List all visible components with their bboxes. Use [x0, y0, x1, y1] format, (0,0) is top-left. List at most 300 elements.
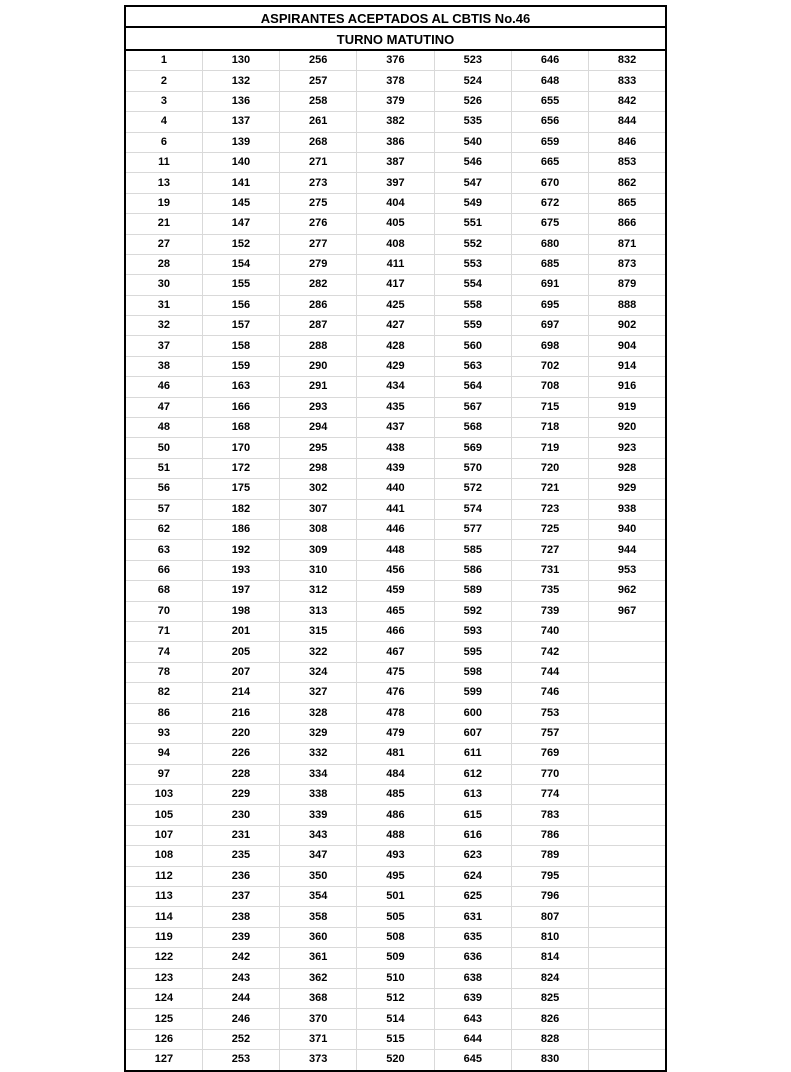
- table-cell: 279: [280, 254, 357, 274]
- table-cell: 479: [357, 723, 434, 743]
- table-cell: 295: [280, 438, 357, 458]
- table-cell: 47: [125, 397, 202, 417]
- table-cell: 112: [125, 866, 202, 886]
- table-cell: 616: [434, 825, 511, 845]
- table-row: [125, 988, 666, 1008]
- table-cell: 147: [202, 214, 279, 234]
- table-row: [125, 907, 666, 927]
- table-cell: 275: [280, 193, 357, 213]
- table-cell: 510: [357, 968, 434, 988]
- accepted-list-sheet: [124, 5, 667, 1072]
- table-cell: 441: [357, 499, 434, 519]
- table-cell: 175: [202, 479, 279, 499]
- table-cell: 639: [434, 988, 511, 1008]
- table-cell: 246: [202, 1009, 279, 1029]
- table-row: [125, 846, 666, 866]
- table-cell: 230: [202, 805, 279, 825]
- table-body: [125, 51, 666, 1071]
- table-cell: 731: [511, 560, 588, 580]
- table-cell: 313: [280, 601, 357, 621]
- table-cell: 63: [125, 540, 202, 560]
- table-cell: 62: [125, 519, 202, 539]
- table-cell: 378: [357, 71, 434, 91]
- table-cell: [589, 948, 666, 968]
- table-cell: 387: [357, 152, 434, 172]
- table-cell: 592: [434, 601, 511, 621]
- table-cell: 334: [280, 764, 357, 784]
- table-row: [125, 193, 666, 213]
- accepted-numbers-table: [124, 51, 667, 1072]
- table-cell: 68: [125, 581, 202, 601]
- table-cell: 371: [280, 1029, 357, 1049]
- table-cell: 257: [280, 71, 357, 91]
- table-cell: 547: [434, 173, 511, 193]
- table-cell: 611: [434, 744, 511, 764]
- table-cell: 397: [357, 173, 434, 193]
- table-cell: 549: [434, 193, 511, 213]
- table-cell: 30: [125, 275, 202, 295]
- table-cell: 428: [357, 336, 434, 356]
- table-row: [125, 458, 666, 478]
- table-cell: 746: [511, 683, 588, 703]
- table-cell: 786: [511, 825, 588, 845]
- table-cell: 105: [125, 805, 202, 825]
- table-cell: 193: [202, 560, 279, 580]
- table-cell: 940: [589, 519, 666, 539]
- table-cell: 329: [280, 723, 357, 743]
- table-cell: 238: [202, 907, 279, 927]
- table-cell: 727: [511, 540, 588, 560]
- table-cell: 866: [589, 214, 666, 234]
- table-cell: 103: [125, 785, 202, 805]
- table-cell: 645: [434, 1050, 511, 1071]
- table-cell: 853: [589, 152, 666, 172]
- table-cell: 277: [280, 234, 357, 254]
- table-cell: 810: [511, 927, 588, 947]
- table-cell: 228: [202, 764, 279, 784]
- table-cell: 636: [434, 948, 511, 968]
- table-cell: 437: [357, 418, 434, 438]
- table-row: [125, 744, 666, 764]
- table-cell: 459: [357, 581, 434, 601]
- table-row: [125, 968, 666, 988]
- table-cell: 308: [280, 519, 357, 539]
- table-row: [125, 214, 666, 234]
- table-row: [125, 805, 666, 825]
- table-cell: 589: [434, 581, 511, 601]
- table-cell: 370: [280, 1009, 357, 1029]
- table-cell: 524: [434, 71, 511, 91]
- table-cell: 558: [434, 295, 511, 315]
- table-cell: 814: [511, 948, 588, 968]
- table-cell: 719: [511, 438, 588, 458]
- table-cell: 155: [202, 275, 279, 295]
- table-cell: [589, 764, 666, 784]
- table-cell: 276: [280, 214, 357, 234]
- table-cell: 166: [202, 397, 279, 417]
- table-cell: 21: [125, 214, 202, 234]
- table-cell: 635: [434, 927, 511, 947]
- table-row: [125, 887, 666, 907]
- table-row: [125, 1009, 666, 1029]
- table-cell: 168: [202, 418, 279, 438]
- table-cell: 796: [511, 887, 588, 907]
- table-cell: 586: [434, 560, 511, 580]
- table-row: [125, 438, 666, 458]
- table-cell: 244: [202, 988, 279, 1008]
- table-cell: 159: [202, 356, 279, 376]
- table-row: [125, 71, 666, 91]
- table-cell: 612: [434, 764, 511, 784]
- table-cell: 324: [280, 662, 357, 682]
- table-cell: 842: [589, 91, 666, 111]
- table-cell: 205: [202, 642, 279, 662]
- table-cell: [589, 988, 666, 1008]
- table-cell: 405: [357, 214, 434, 234]
- table-cell: 902: [589, 316, 666, 336]
- table-cell: [589, 907, 666, 927]
- table-cell: 258: [280, 91, 357, 111]
- table-cell: 256: [280, 51, 357, 71]
- table-row: [125, 519, 666, 539]
- table-cell: 220: [202, 723, 279, 743]
- table-cell: 140: [202, 152, 279, 172]
- table-cell: 929: [589, 479, 666, 499]
- table-row: [125, 764, 666, 784]
- table-cell: 638: [434, 968, 511, 988]
- table-cell: 186: [202, 519, 279, 539]
- table-cell: 126: [125, 1029, 202, 1049]
- table-cell: 404: [357, 193, 434, 213]
- table-cell: 715: [511, 397, 588, 417]
- table-cell: [589, 825, 666, 845]
- table-cell: 807: [511, 907, 588, 927]
- table-cell: 697: [511, 316, 588, 336]
- table-cell: 57: [125, 499, 202, 519]
- table-cell: 139: [202, 132, 279, 152]
- table-cell: 631: [434, 907, 511, 927]
- table-cell: 28: [125, 254, 202, 274]
- table-cell: 439: [357, 458, 434, 478]
- table-row: [125, 683, 666, 703]
- table-cell: 585: [434, 540, 511, 560]
- table-cell: 156: [202, 295, 279, 315]
- table-cell: 261: [280, 112, 357, 132]
- table-cell: 478: [357, 703, 434, 723]
- table-cell: 568: [434, 418, 511, 438]
- table-cell: 570: [434, 458, 511, 478]
- table-cell: 564: [434, 377, 511, 397]
- table-cell: 828: [511, 1029, 588, 1049]
- table-cell: 268: [280, 132, 357, 152]
- table-cell: 685: [511, 254, 588, 274]
- table-cell: [589, 927, 666, 947]
- table-cell: 448: [357, 540, 434, 560]
- table-cell: 599: [434, 683, 511, 703]
- table-row: [125, 91, 666, 111]
- table-cell: 198: [202, 601, 279, 621]
- table-cell: 411: [357, 254, 434, 274]
- table-cell: 595: [434, 642, 511, 662]
- table-cell: 309: [280, 540, 357, 560]
- table-cell: 97: [125, 764, 202, 784]
- table-cell: 644: [434, 1029, 511, 1049]
- table-cell: 132: [202, 71, 279, 91]
- table-cell: 486: [357, 805, 434, 825]
- table-cell: [589, 968, 666, 988]
- table-cell: 425: [357, 295, 434, 315]
- table-cell: 358: [280, 907, 357, 927]
- table-cell: 435: [357, 397, 434, 417]
- table-cell: 31: [125, 295, 202, 315]
- table-row: [125, 601, 666, 621]
- table-cell: 914: [589, 356, 666, 376]
- table-cell: 920: [589, 418, 666, 438]
- table-cell: 495: [357, 866, 434, 886]
- table-cell: 718: [511, 418, 588, 438]
- table-cell: 665: [511, 152, 588, 172]
- table-cell: 291: [280, 377, 357, 397]
- table-cell: 122: [125, 948, 202, 968]
- table-cell: 526: [434, 91, 511, 111]
- table-row: [125, 642, 666, 662]
- table-cell: 74: [125, 642, 202, 662]
- table-cell: 466: [357, 621, 434, 641]
- table-cell: [589, 642, 666, 662]
- table-cell: [589, 1050, 666, 1071]
- table-cell: 702: [511, 356, 588, 376]
- table-cell: 740: [511, 621, 588, 641]
- table-cell: 201: [202, 621, 279, 641]
- table-cell: 362: [280, 968, 357, 988]
- table-row: [125, 152, 666, 172]
- table-row: [125, 927, 666, 947]
- table-cell: 643: [434, 1009, 511, 1029]
- table-cell: [589, 662, 666, 682]
- table-cell: 873: [589, 254, 666, 274]
- table-cell: 332: [280, 744, 357, 764]
- table-cell: 753: [511, 703, 588, 723]
- table-cell: 691: [511, 275, 588, 295]
- table-cell: 656: [511, 112, 588, 132]
- table-row: [125, 1029, 666, 1049]
- table-cell: 368: [280, 988, 357, 1008]
- table-cell: 339: [280, 805, 357, 825]
- table-cell: 546: [434, 152, 511, 172]
- table-cell: 554: [434, 275, 511, 295]
- table-cell: 141: [202, 173, 279, 193]
- table-cell: 739: [511, 601, 588, 621]
- table-row: [125, 723, 666, 743]
- table-cell: 294: [280, 418, 357, 438]
- table-cell: 680: [511, 234, 588, 254]
- table-row: [125, 254, 666, 274]
- table-cell: 832: [589, 51, 666, 71]
- table-cell: 288: [280, 336, 357, 356]
- table-cell: 535: [434, 112, 511, 132]
- table-cell: 962: [589, 581, 666, 601]
- table-cell: 879: [589, 275, 666, 295]
- table-cell: 865: [589, 193, 666, 213]
- table-cell: 572: [434, 479, 511, 499]
- table-cell: 229: [202, 785, 279, 805]
- table-cell: 56: [125, 479, 202, 499]
- table-cell: [589, 744, 666, 764]
- table-cell: 382: [357, 112, 434, 132]
- table-cell: 520: [357, 1050, 434, 1071]
- table-cell: 214: [202, 683, 279, 703]
- table-cell: 51: [125, 458, 202, 478]
- table-cell: 625: [434, 887, 511, 907]
- table-cell: 560: [434, 336, 511, 356]
- table-cell: 514: [357, 1009, 434, 1029]
- table-cell: 376: [357, 51, 434, 71]
- table-cell: 593: [434, 621, 511, 641]
- table-cell: 769: [511, 744, 588, 764]
- table-cell: 127: [125, 1050, 202, 1071]
- table-cell: 944: [589, 540, 666, 560]
- table-cell: 315: [280, 621, 357, 641]
- table-cell: 236: [202, 866, 279, 886]
- table-cell: 13: [125, 173, 202, 193]
- table-cell: 298: [280, 458, 357, 478]
- table-cell: 273: [280, 173, 357, 193]
- table-row: [125, 397, 666, 417]
- table-cell: 327: [280, 683, 357, 703]
- table-cell: [589, 703, 666, 723]
- table-cell: 481: [357, 744, 434, 764]
- table-cell: 252: [202, 1029, 279, 1049]
- table-cell: 360: [280, 927, 357, 947]
- table-cell: [589, 1009, 666, 1029]
- table-row: [125, 1050, 666, 1071]
- table-cell: 3: [125, 91, 202, 111]
- table-cell: 71: [125, 621, 202, 641]
- table-row: [125, 479, 666, 499]
- table-cell: 735: [511, 581, 588, 601]
- table-cell: 163: [202, 377, 279, 397]
- table-cell: 207: [202, 662, 279, 682]
- table-cell: 354: [280, 887, 357, 907]
- table-cell: 844: [589, 112, 666, 132]
- sheet-title: ASPIRANTES ACEPTADOS AL CBTIS No.46: [124, 5, 667, 28]
- table-cell: 32: [125, 316, 202, 336]
- table-cell: 574: [434, 499, 511, 519]
- table-cell: 46: [125, 377, 202, 397]
- table-row: [125, 825, 666, 845]
- table-cell: 742: [511, 642, 588, 662]
- table-cell: 720: [511, 458, 588, 478]
- table-cell: 559: [434, 316, 511, 336]
- table-cell: [589, 683, 666, 703]
- table-row: [125, 866, 666, 886]
- table-cell: 493: [357, 846, 434, 866]
- table-cell: 6: [125, 132, 202, 152]
- table-cell: 833: [589, 71, 666, 91]
- table-cell: 152: [202, 234, 279, 254]
- table-cell: [589, 846, 666, 866]
- table-cell: 862: [589, 173, 666, 193]
- table-row: [125, 51, 666, 71]
- table-cell: 124: [125, 988, 202, 1008]
- table-cell: 82: [125, 683, 202, 703]
- table-row: [125, 356, 666, 376]
- table-row: [125, 948, 666, 968]
- table-cell: 231: [202, 825, 279, 845]
- table-cell: 505: [357, 907, 434, 927]
- table-cell: 467: [357, 642, 434, 662]
- table-cell: 774: [511, 785, 588, 805]
- table-cell: 757: [511, 723, 588, 743]
- table-row: [125, 499, 666, 519]
- table-cell: 310: [280, 560, 357, 580]
- table-cell: 154: [202, 254, 279, 274]
- table-cell: 646: [511, 51, 588, 71]
- table-cell: 286: [280, 295, 357, 315]
- table-cell: [589, 1029, 666, 1049]
- table-cell: 4: [125, 112, 202, 132]
- table-row: [125, 621, 666, 641]
- table-cell: 136: [202, 91, 279, 111]
- table-cell: 825: [511, 988, 588, 1008]
- table-cell: 137: [202, 112, 279, 132]
- table-cell: 408: [357, 234, 434, 254]
- table-cell: 569: [434, 438, 511, 458]
- table-cell: 846: [589, 132, 666, 152]
- table-cell: [589, 621, 666, 641]
- table-cell: 655: [511, 91, 588, 111]
- table-cell: 967: [589, 601, 666, 621]
- table-cell: 615: [434, 805, 511, 825]
- table-cell: 484: [357, 764, 434, 784]
- table-row: [125, 785, 666, 805]
- table-cell: 282: [280, 275, 357, 295]
- table-cell: 170: [202, 438, 279, 458]
- table-cell: 386: [357, 132, 434, 152]
- table-cell: 577: [434, 519, 511, 539]
- table-cell: 94: [125, 744, 202, 764]
- table-row: [125, 560, 666, 580]
- table-row: [125, 295, 666, 315]
- table-cell: 598: [434, 662, 511, 682]
- table-cell: 216: [202, 703, 279, 723]
- table-cell: [589, 723, 666, 743]
- table-cell: 19: [125, 193, 202, 213]
- table-cell: 695: [511, 295, 588, 315]
- table-cell: 114: [125, 907, 202, 927]
- table-cell: 182: [202, 499, 279, 519]
- table-cell: 440: [357, 479, 434, 499]
- table-cell: 512: [357, 988, 434, 1008]
- table-cell: 523: [434, 51, 511, 71]
- table-cell: 515: [357, 1029, 434, 1049]
- table-cell: 509: [357, 948, 434, 968]
- table-cell: 93: [125, 723, 202, 743]
- table-row: [125, 316, 666, 336]
- table-cell: [589, 805, 666, 825]
- table-cell: 723: [511, 499, 588, 519]
- table-row: [125, 662, 666, 682]
- table-cell: 78: [125, 662, 202, 682]
- table-cell: 50: [125, 438, 202, 458]
- table-cell: 242: [202, 948, 279, 968]
- table-cell: 312: [280, 581, 357, 601]
- table-cell: 551: [434, 214, 511, 234]
- table-cell: 888: [589, 295, 666, 315]
- table-cell: 48: [125, 418, 202, 438]
- table-cell: 698: [511, 336, 588, 356]
- table-cell: 826: [511, 1009, 588, 1029]
